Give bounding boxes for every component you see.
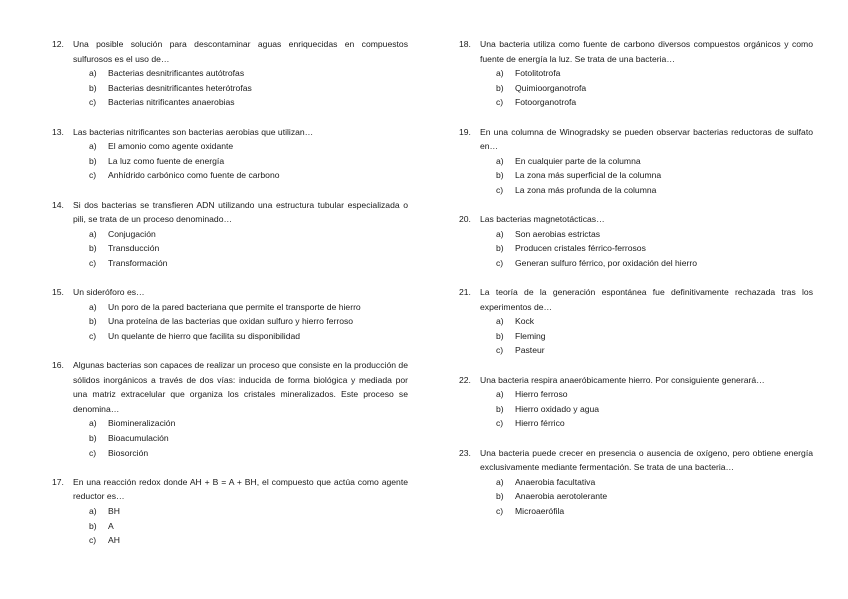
- option-letter: b): [89, 155, 97, 166]
- answer-options: [52, 227, 408, 271]
- answer-option: [89, 314, 408, 329]
- answer-options: [459, 66, 813, 110]
- question-text: Una bacteria respira anaeróbicamente hierro. Por consiguiente generará…: [480, 374, 765, 385]
- question-number: 22.: [459, 374, 471, 385]
- option-text: Fotolitotrofa: [515, 68, 561, 79]
- answer-option: [89, 504, 408, 519]
- right-column: [459, 37, 813, 533]
- option-letter: c): [89, 447, 97, 458]
- option-text: AH: [108, 535, 120, 546]
- option-letter: b): [496, 82, 504, 93]
- answer-option: [89, 95, 408, 110]
- option-text: La zona más profunda de la columna: [515, 184, 657, 195]
- option-text: Bacterias nitrificantes anaerobias: [108, 97, 235, 108]
- question-text: En una columna de Winogradsky se pueden observar bacterias reductoras de sulfato en…: [480, 126, 813, 152]
- option-text: La luz como fuente de energía: [108, 155, 225, 166]
- answer-option: [89, 139, 408, 154]
- option-letter: c): [89, 535, 97, 546]
- answer-option: [89, 416, 408, 431]
- answer-option: [89, 300, 408, 315]
- option-text: Son aerobias estrictas: [515, 228, 601, 239]
- answer-options: [459, 387, 813, 431]
- option-letter: c): [89, 97, 97, 108]
- option-text: Bioacumulación: [108, 433, 169, 444]
- answer-options: [459, 314, 813, 358]
- option-letter: a): [496, 316, 504, 327]
- answer-option: [496, 154, 813, 169]
- option-text: Anaerobia aerotolerante: [515, 491, 608, 502]
- answer-option: [496, 81, 813, 96]
- option-text: Bacterias desnitrificantes heterótrofas: [108, 82, 252, 93]
- option-text: Anaerobia facultativa: [515, 476, 596, 487]
- question-stem: [459, 446, 813, 475]
- option-letter: b): [496, 491, 504, 502]
- option-text: Un quelante de hierro que facilita su disponibilidad: [108, 330, 301, 341]
- question: [459, 212, 813, 270]
- option-text: Transformación: [108, 257, 168, 268]
- question: [459, 125, 813, 198]
- question-text: Si dos bacterias se transfieren ADN utilizando una estructura tubular especializada o pili, se trata de un proceso denominado…: [73, 199, 408, 225]
- answer-option: [496, 183, 813, 198]
- option-letter: a): [496, 389, 504, 400]
- option-text: Un poro de la pared bacteriana que permite el transporte de hierro: [108, 301, 361, 312]
- option-letter: c): [496, 184, 504, 195]
- question-stem: [52, 358, 408, 416]
- answer-option: [496, 489, 813, 504]
- answer-options: [52, 504, 408, 548]
- question: [52, 475, 408, 548]
- question: [52, 125, 408, 183]
- answer-option: [89, 256, 408, 271]
- question-stem: [52, 198, 408, 227]
- question-stem: [52, 285, 408, 300]
- question-number: 20.: [459, 214, 471, 225]
- answer-options: [459, 154, 813, 198]
- option-text: Generan sulfuro férrico, por oxidación del hierro: [515, 257, 697, 268]
- question: [459, 37, 813, 110]
- option-text: Fotoorganotrofa: [515, 97, 577, 108]
- option-text: Anhídrido carbónico como fuente de carbono: [108, 170, 280, 181]
- answer-option: [89, 329, 408, 344]
- option-letter: c): [89, 257, 97, 268]
- answer-option: [89, 154, 408, 169]
- answer-option: [496, 387, 813, 402]
- option-letter: b): [496, 403, 504, 414]
- answer-option: [496, 416, 813, 431]
- question-stem: [52, 37, 408, 66]
- option-letter: a): [89, 418, 97, 429]
- question-number: 14.: [52, 199, 64, 210]
- option-text: El amonio como agente oxidante: [108, 141, 234, 152]
- option-letter: a): [89, 506, 97, 516]
- question-number: 17.: [52, 476, 64, 487]
- option-letter: c): [89, 170, 97, 181]
- option-letter: c): [496, 418, 504, 429]
- option-text: Transducción: [108, 243, 160, 254]
- option-text: Kock: [515, 316, 535, 327]
- answer-option: [89, 446, 408, 461]
- question-stem: [459, 285, 813, 314]
- answer-option: [496, 314, 813, 329]
- answer-option: [496, 95, 813, 110]
- question-text: Las bacterias magnetotácticas…: [480, 214, 605, 225]
- option-text: Una proteína de las bacterias que oxidan sulfuro y hierro ferroso: [108, 316, 354, 327]
- answer-option: [89, 81, 408, 96]
- answer-option: [89, 431, 408, 446]
- option-text: BH: [108, 506, 120, 516]
- question-stem: [459, 37, 813, 66]
- question: [52, 198, 408, 271]
- option-text: Hierro oxidado y agua: [515, 403, 600, 414]
- question-stem: [459, 212, 813, 227]
- answer-option: [89, 533, 408, 548]
- answer-options: [459, 475, 813, 519]
- question-number: 21.: [459, 287, 471, 298]
- option-letter: b): [496, 170, 504, 181]
- answer-option: [89, 519, 408, 534]
- question-stem: [52, 475, 408, 504]
- option-text: La zona más superficial de la columna: [515, 170, 662, 181]
- option-letter: b): [89, 520, 97, 531]
- question-stem: [459, 125, 813, 154]
- option-text: En cualquier parte de la columna: [515, 155, 641, 166]
- option-text: A: [108, 520, 114, 531]
- option-text: Pasteur: [515, 345, 545, 356]
- question: [459, 446, 813, 519]
- option-letter: b): [496, 243, 504, 254]
- option-text: Bacterias desnitrificantes autótrofas: [108, 68, 245, 79]
- answer-options: [52, 300, 408, 344]
- answer-option: [496, 66, 813, 81]
- option-letter: c): [89, 330, 97, 341]
- question-text: La teoría de la generación espontánea fue definitivamente rechazada tras los experimentos de…: [480, 287, 813, 312]
- question-text: Una bacteria puede crecer en presencia o ausencia de oxígeno, pero obtiene energía exclusivamente mediante fermentación. Se trata de una bacteria…: [480, 447, 813, 473]
- option-letter: a): [89, 301, 97, 312]
- option-letter: b): [89, 243, 97, 254]
- question-number: 23.: [459, 447, 471, 458]
- option-text: Hierro ferroso: [515, 389, 568, 400]
- answer-option: [89, 66, 408, 81]
- answer-option: [496, 402, 813, 417]
- answer-option: [496, 227, 813, 242]
- option-text: Biomineralización: [108, 418, 176, 429]
- answer-option: [496, 168, 813, 183]
- answer-option: [496, 329, 813, 344]
- question: [459, 373, 813, 431]
- question-text: Las bacterias nitrificantes son bacterias aerobias que utilizan…: [73, 126, 314, 137]
- question-text: Un sideróforo es…: [73, 287, 145, 298]
- option-text: Conjugación: [108, 228, 156, 239]
- option-letter: a): [496, 155, 504, 166]
- option-letter: a): [496, 476, 504, 487]
- question-number: 16.: [52, 360, 64, 371]
- option-text: Producen cristales férrico-ferrosos: [515, 243, 646, 254]
- question: [459, 285, 813, 358]
- answer-option: [496, 343, 813, 358]
- option-text: Microaerófila: [515, 506, 565, 516]
- answer-option: [496, 241, 813, 256]
- answer-options: [52, 139, 408, 183]
- question-number: 18.: [459, 39, 471, 49]
- option-letter: a): [496, 228, 504, 239]
- answer-options: [52, 416, 408, 460]
- answer-option: [496, 504, 813, 519]
- question-stem: [52, 125, 408, 140]
- answer-options: [459, 227, 813, 271]
- option-letter: a): [89, 228, 97, 239]
- answer-options: [52, 66, 408, 110]
- option-letter: b): [89, 82, 97, 93]
- answer-option: [89, 241, 408, 256]
- answer-option: [89, 227, 408, 242]
- option-letter: c): [496, 257, 504, 268]
- question-number: 12.: [52, 39, 64, 49]
- left-column: [52, 37, 408, 562]
- option-letter: a): [89, 68, 97, 79]
- question-text: Algunas bacterias son capaces de realizar un proceso que consiste en la producción de sólidos inorgánicos a través de dos vías: inducida de forma biológica y mediada por una matriz extracelular que organiza los cristales mineralizados. Este proceso se denomina…: [73, 360, 408, 414]
- option-letter: a): [89, 141, 97, 152]
- answer-option: [89, 168, 408, 183]
- question-number: 15.: [52, 287, 64, 298]
- option-letter: a): [496, 68, 504, 79]
- question: [52, 285, 408, 343]
- option-text: Quimioorganotrofa: [515, 82, 587, 93]
- option-letter: b): [89, 433, 97, 444]
- option-text: Biosorción: [108, 447, 149, 458]
- question-text: En una reacción redox donde AH + B = A + BH, el compuesto que actúa como agente reductor es…: [73, 476, 408, 502]
- question: [52, 358, 408, 460]
- question-stem: [459, 373, 813, 388]
- option-text: Hierro férrico: [515, 418, 565, 429]
- option-text: Fleming: [515, 330, 546, 341]
- answer-option: [496, 256, 813, 271]
- answer-option: [496, 475, 813, 490]
- option-letter: c): [496, 97, 504, 108]
- option-letter: b): [89, 316, 97, 327]
- question-text: Una bacteria utiliza como fuente de carbono diversos compuestos orgánicos y como fuente de energía la luz. Se trata de una bacteria…: [480, 39, 813, 64]
- question-number: 13.: [52, 126, 64, 137]
- question-text: Una posible solución para descontaminar aguas enriquecidas en compuestos sulfurosos es el uso de…: [73, 39, 408, 64]
- option-letter: c): [496, 506, 504, 516]
- option-letter: c): [496, 345, 504, 356]
- question-number: 19.: [459, 126, 471, 137]
- option-letter: b): [496, 330, 504, 341]
- question: [52, 37, 408, 110]
